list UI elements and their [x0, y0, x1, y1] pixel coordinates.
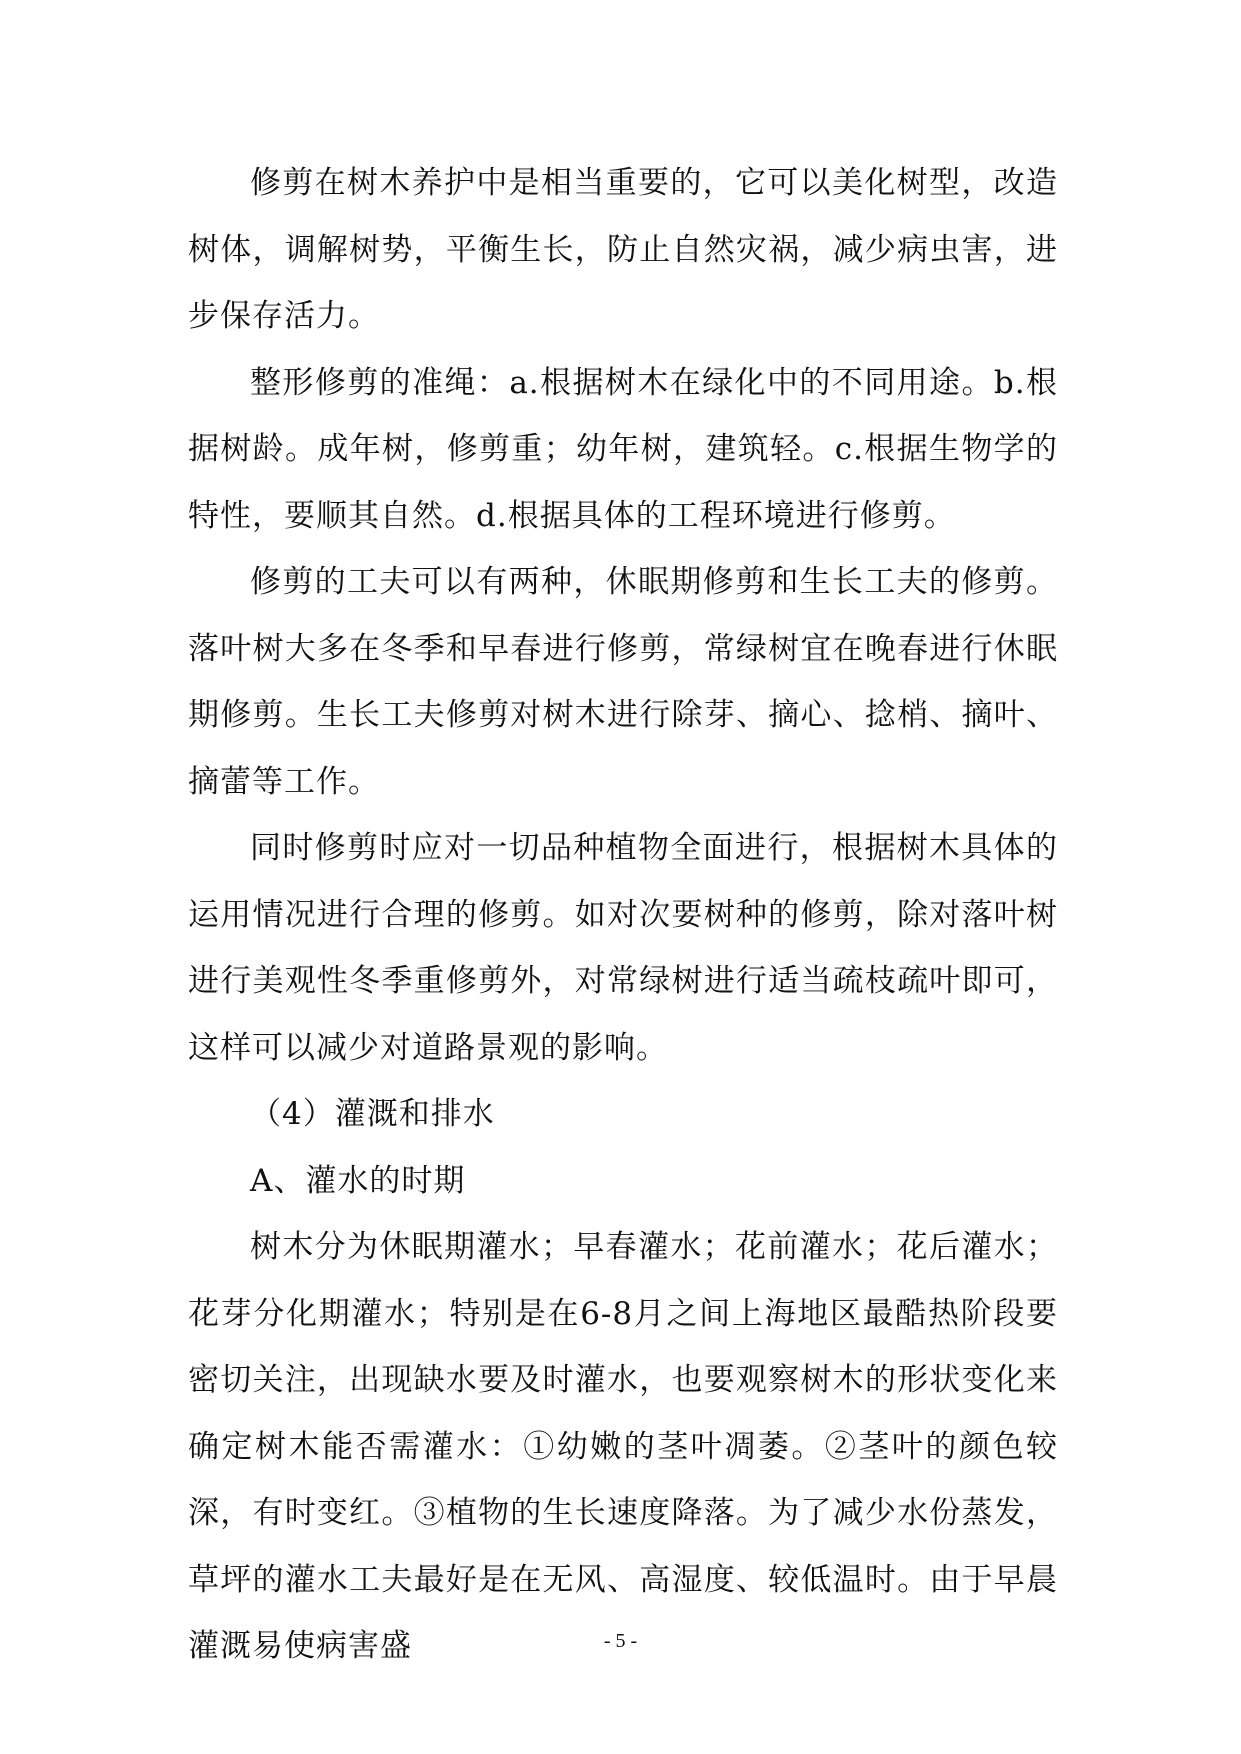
paragraph-pruning-scope: 同时修剪时应对一切品种植物全面进行，根据树木具体的运用情况进行合理的修剪。如对次要树种的修剪，除对落叶树进行美观性冬季重修剪外，对常绿树进行适当疏枝疏叶即可，这样可以减少对道路景观的影响。 — [188, 830, 1058, 1066]
subsection-heading-watering-period: A、灌水的时期 — [250, 1162, 466, 1199]
document-body — [188, 150, 1058, 1680]
paragraph-pruning-importance: 修剪在树木养护中是相当重要的，它可以美化树型，改造树体，调解树势，平衡生长，防止自然灾祸，减少病虫害，进步保存活力。 — [188, 165, 1058, 334]
page-number: - 5 - — [603, 1630, 638, 1652]
paragraph-watering-periods: 树木分为休眠期灌水；早春灌水；花前灌水；花后灌水；花芽分化期灌水；特别是在6-8月之间上海地区最酷热阶段要密切关注，出现缺水要及时灌水，也要观察树木的形状变化来确定树木能否需灌水：①幼嫩的茎叶凋萎。②茎叶的颜色较深，有时变红。③植物的生长速度降落。为了减少水份蒸发，草坪的灌水工夫最好是在无风、高湿度、较低温时。由于早晨灌溉易使病害盛 — [188, 1229, 1058, 1664]
section-heading-irrigation: （4）灌溉和排水 — [250, 1096, 495, 1132]
paragraph-pruning-principles: 整形修剪的准绳：a.根据树木在绿化中的不同用途。b.根据树龄。成年树，修剪重；幼年树，建筑轻。c.根据生物学的特性，要顺其自然。d.根据具体的工程环境进行修剪。 — [188, 364, 1058, 534]
paragraph-pruning-timing: 修剪的工夫可以有两种，休眠期修剪和生长工夫的修剪。落叶树大多在冬季和早春进行修剪，常绿树宜在晚春进行休眠期修剪。生长工夫修剪对树木进行除芽、摘心、捻梢、摘叶、摘蕾等工作。 — [188, 564, 1058, 800]
